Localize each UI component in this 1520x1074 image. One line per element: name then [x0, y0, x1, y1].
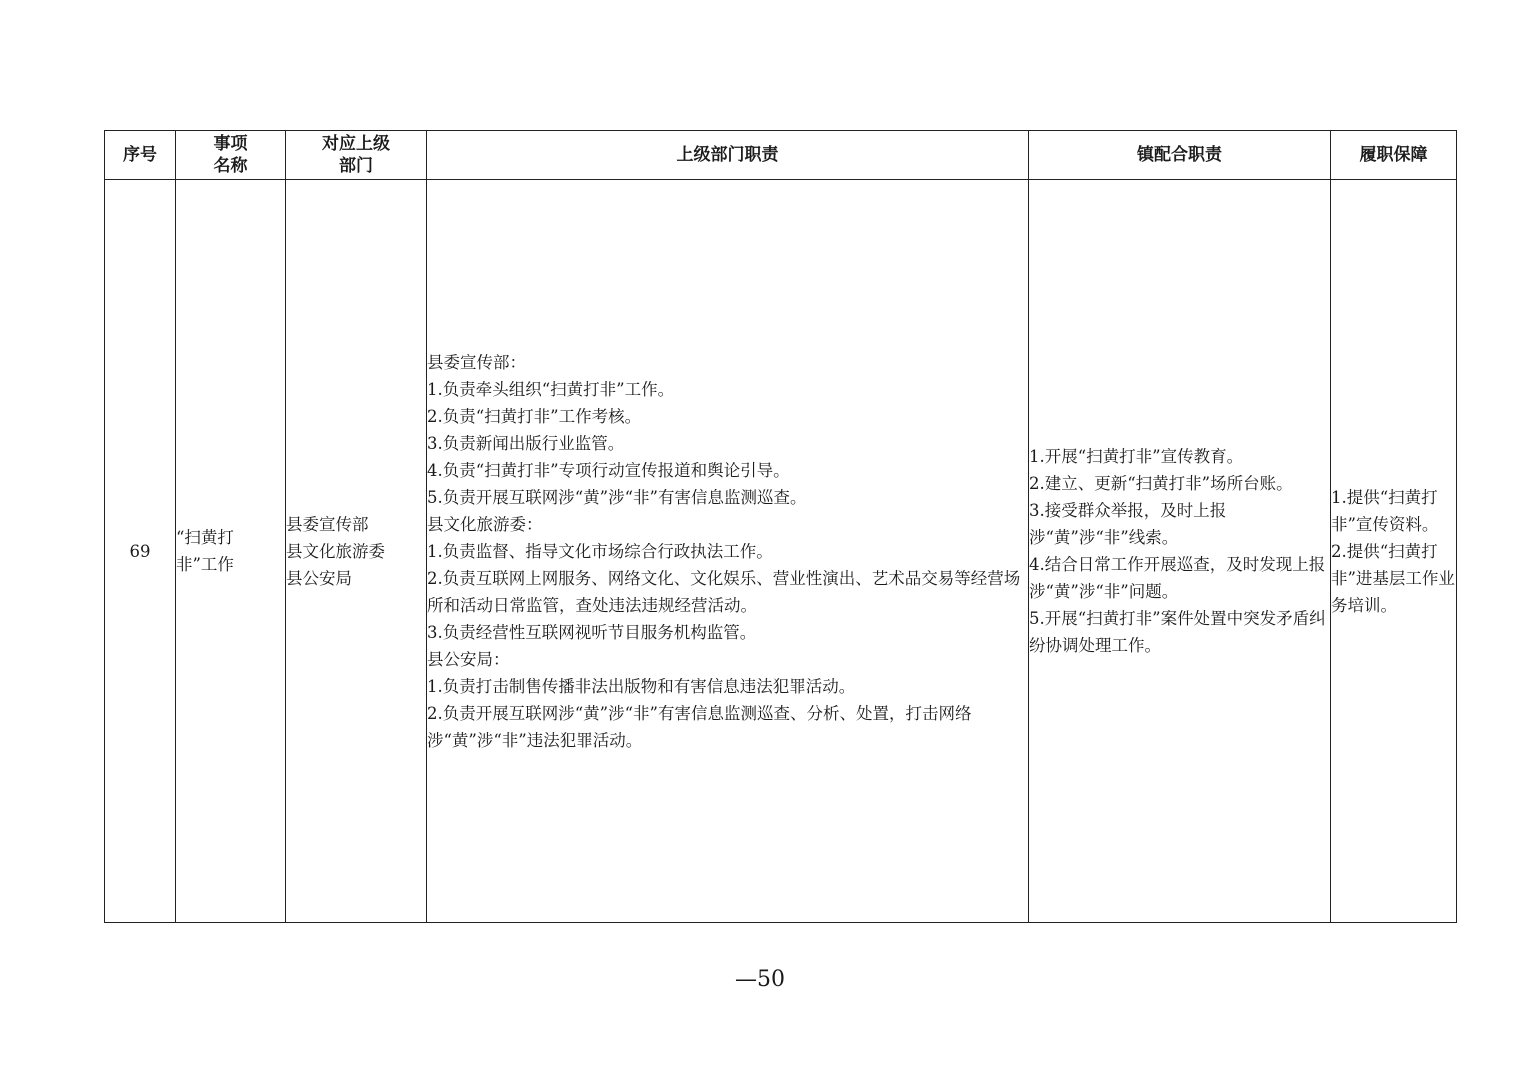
upper-duty-line: 县文化旅游委：	[427, 514, 543, 534]
guarantee-line: 1.提供“扫黄打非”宣传资料。	[1331, 487, 1439, 534]
upper-duty-line: 县委宣传部：	[427, 352, 526, 372]
upper-duty-line: 1.负责打击制售传播非法出版物和有害信息违法犯罪活动。	[427, 676, 856, 696]
upper-duty-line: 1.负责监督、指导文化市场综合行政执法工作。	[427, 541, 773, 561]
item-name-text: “扫黄打非”工作	[176, 528, 234, 574]
header-guarantee: 履职保障	[1331, 131, 1457, 180]
header-no: 序号	[105, 131, 176, 180]
upper-duty-line: 5.负责开展互联网涉“黄”涉“非”有害信息监测巡查。	[427, 487, 807, 507]
upper-duty-line: 1.负责牵头组织“扫黄打非”工作。	[427, 379, 675, 399]
upper-duty-line: 2.负责互联网上网服务、网络文化、文化娱乐、营业性演出、艺术品交易等经营场所和活动日常监管，查处违法违规经营活动。	[427, 568, 1021, 615]
upper-duty-line: 4.负责“扫黄打非”专项行动宣传报道和舆论引导。	[427, 460, 790, 480]
cell-departments	[286, 180, 427, 923]
department-line: 县文化旅游委	[286, 541, 385, 561]
upper-duty-line: 3.负责新闻出版行业监管。	[427, 433, 625, 453]
cell-upper-duties	[427, 180, 1029, 923]
cell-town-duties	[1029, 180, 1331, 923]
upper-duty-line: 县公安局：	[427, 649, 510, 669]
header-row	[105, 131, 1457, 180]
page-number: —50	[735, 967, 785, 992]
upper-duty-line: 2.负责“扫黄打非”工作考核。	[427, 406, 642, 426]
header-town-duties: 镇配合职责	[1029, 131, 1331, 180]
cell-item-name	[176, 180, 286, 923]
town-duty-line: 5.开展“扫黄打非”案件处置中突发矛盾纠纷协调处理工作。	[1029, 609, 1326, 655]
header-upper-duties: 上级部门职责	[427, 131, 1029, 180]
cell-no: 69	[105, 180, 176, 923]
department-line: 县公安局	[286, 568, 352, 588]
town-duty-line: 2.建立、更新“扫黄打非”场所台账。	[1029, 474, 1293, 493]
table-row	[105, 180, 1457, 923]
town-duty-line: 1.开展“扫黄打非”宣传教育。	[1029, 447, 1244, 466]
upper-duty-line: 3.负责经营性互联网视听节目服务机构监管。	[427, 622, 757, 642]
town-duty-line: 3.接受群众举报，及时上报涉“黄”涉“非”线索。	[1029, 501, 1227, 547]
header-upper-department: 对应上级 部门	[286, 131, 427, 180]
header-item-name: 事项 名称	[176, 131, 286, 180]
department-line: 县委宣传部	[286, 514, 369, 534]
guarantee-line: 2.提供“扫黄打非”进基层工作业务培训。	[1331, 541, 1455, 615]
town-duty-line: 4.结合日常工作开展巡查，及时发现上报涉“黄”涉“非”问题。	[1029, 555, 1326, 601]
upper-duty-line: 2.负责开展互联网涉“黄”涉“非”有害信息监测巡查、分析、处置，打击网络涉“黄”涉“非”违法犯罪活动。	[427, 703, 972, 750]
cell-guarantee	[1331, 180, 1457, 923]
duty-table	[104, 130, 1457, 923]
